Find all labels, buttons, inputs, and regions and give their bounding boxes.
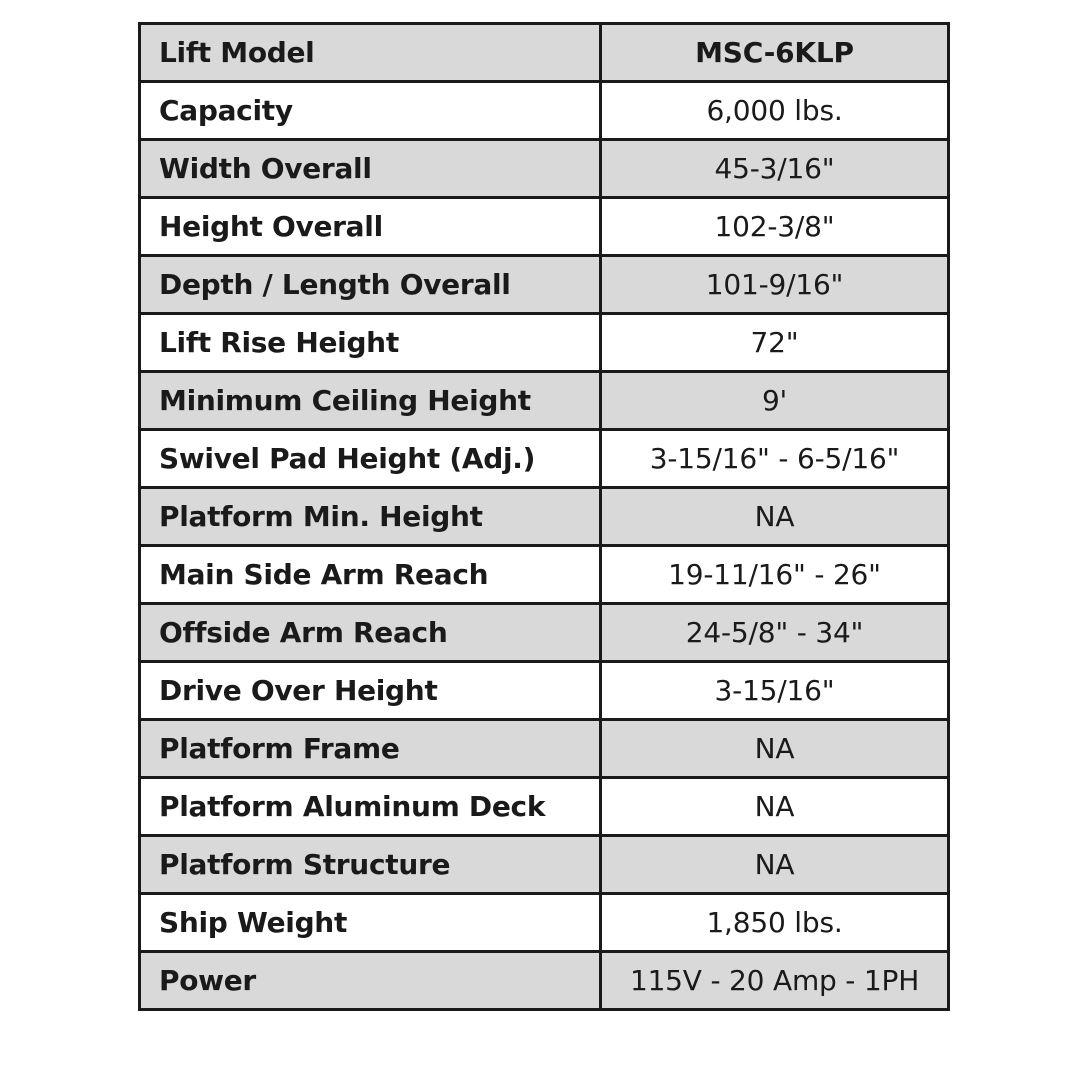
table-row-platform-aluminum-deck: [140, 778, 949, 836]
row-value: 3-15/16": [601, 662, 949, 720]
row-label: Minimum Ceiling Height: [140, 372, 601, 430]
row-label: Height Overall: [140, 198, 601, 256]
table-row-ship-weight: [140, 894, 949, 952]
table-row-platform-structure: [140, 836, 949, 894]
row-value: 115V - 20 Amp - 1PH: [601, 952, 949, 1010]
row-label: Power: [140, 952, 601, 1010]
table-row-swivel-pad-height: [140, 430, 949, 488]
row-label: Main Side Arm Reach: [140, 546, 601, 604]
row-value: 72": [601, 314, 949, 372]
row-label: Platform Min. Height: [140, 488, 601, 546]
row-label: Drive Over Height: [140, 662, 601, 720]
table-row-lift-rise-height: [140, 314, 949, 372]
row-label: Platform Frame: [140, 720, 601, 778]
table-row-depth-length-overall: [140, 256, 949, 314]
table-row-minimum-ceiling-height: [140, 372, 949, 430]
row-value: 45-3/16": [601, 140, 949, 198]
row-value: MSC-6KLP: [601, 24, 949, 82]
row-value: 1,850 lbs.: [601, 894, 949, 952]
table-row-power: [140, 952, 949, 1010]
row-value: 101-9/16": [601, 256, 949, 314]
row-value: NA: [601, 720, 949, 778]
row-label: Platform Aluminum Deck: [140, 778, 601, 836]
row-value: 19-11/16" - 26": [601, 546, 949, 604]
table-row-drive-over-height: [140, 662, 949, 720]
row-value: 6,000 lbs.: [601, 82, 949, 140]
row-value: NA: [601, 778, 949, 836]
row-value: 9': [601, 372, 949, 430]
table-row-capacity: [140, 82, 949, 140]
row-label: Ship Weight: [140, 894, 601, 952]
row-label: Capacity: [140, 82, 601, 140]
row-value: NA: [601, 488, 949, 546]
row-label: Width Overall: [140, 140, 601, 198]
row-value: 3-15/16" - 6-5/16": [601, 430, 949, 488]
row-label: Lift Model: [140, 24, 601, 82]
row-label: Depth / Length Overall: [140, 256, 601, 314]
table-row-main-side-arm-reach: [140, 546, 949, 604]
row-value: NA: [601, 836, 949, 894]
row-label: Offside Arm Reach: [140, 604, 601, 662]
row-label: Swivel Pad Height (Adj.): [140, 430, 601, 488]
table-row-offside-arm-reach: [140, 604, 949, 662]
table-row-height-overall: [140, 198, 949, 256]
table-row-platform-min-height: [140, 488, 949, 546]
row-value: 24-5/8" - 34": [601, 604, 949, 662]
row-value: 102-3/8": [601, 198, 949, 256]
table-row-lift-model: [140, 24, 949, 82]
row-label: Lift Rise Height: [140, 314, 601, 372]
spec-table: [138, 22, 950, 1011]
table-row-platform-frame: [140, 720, 949, 778]
row-label: Platform Structure: [140, 836, 601, 894]
table-row-width-overall: [140, 140, 949, 198]
